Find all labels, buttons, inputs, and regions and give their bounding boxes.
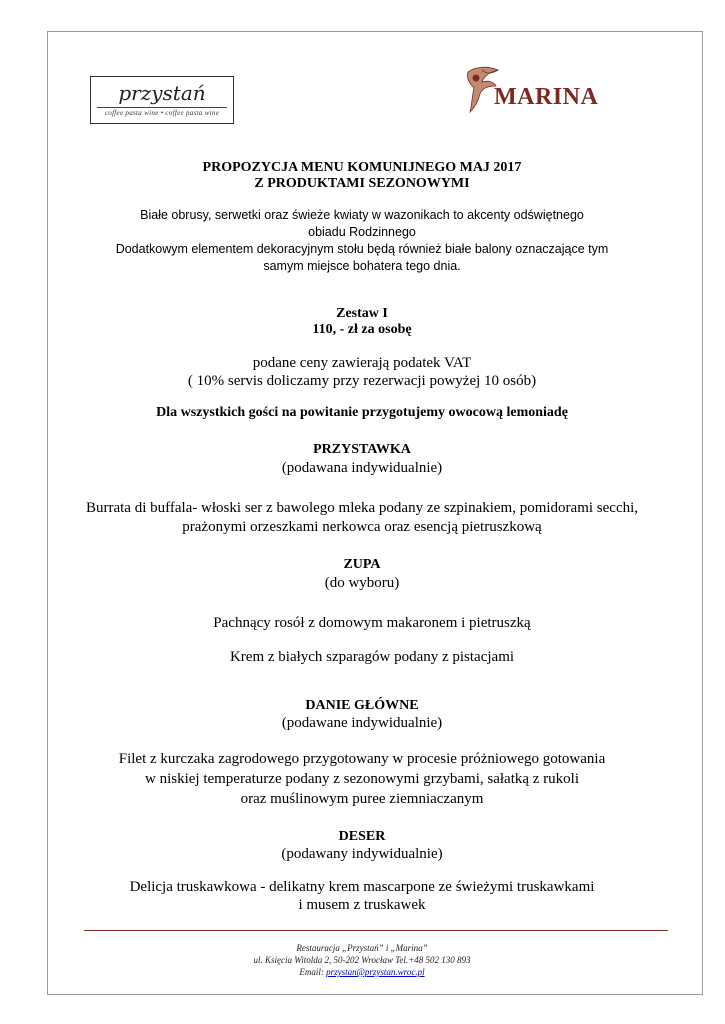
intro-line-2: obiadu Rodzinnego [308,225,416,239]
soup-title: ZUPA [343,557,381,572]
starter-desc-2: prażonymi orzeszkami nerkowca oraz esencją pietruszkową [182,519,542,535]
starter-note: (podawana indywidualnie) [281,460,443,476]
intro-line-1: Białe obrusy, serwetki oraz świeże kwiaty w wazonikach to akcenty odświętnego [140,208,584,222]
set-price: 110, - zł za osobę [312,322,412,337]
przystan-logo-name: przystań [118,81,206,105]
footer-email-label: Email: [299,967,327,977]
marina-logo [462,64,618,124]
marina-logo-name: MARINA [494,84,599,110]
main-course-note: (podawane indywidualnie) [281,715,443,731]
heading-line-2: Z PRODUKTAMI SEZONOWYMI [254,176,470,191]
set-title: Zestaw I [336,306,388,321]
footer-divider [84,930,668,931]
footer-address: ul. Księcia Witolda 2, 50-202 Wrocław Tel.+48 502 130 893 [253,955,471,965]
pricing-service: ( 10% servis doliczamy przy rezerwacji powyżej 10 osób) [187,373,537,389]
intro-line-3: Dodatkowym elementem dekoracyjnym stołu będą również białe balony oznaczające tym [115,242,609,256]
dessert-desc-2: i musem z truskawek [298,897,426,913]
przystan-logo-tagline: coffee pasta wine • coffee pasta wine [104,109,220,117]
footer-email-line [47,967,677,977]
welcome-line: Dla wszystkich gości na powitanie przygotujemy owocową lemoniadę [156,405,568,420]
soup-option-1: Pachnący rosół z domowym makaronem i pietruszką [213,615,531,631]
starter-desc-1: Burrata di buffala- włoski ser z bawolego mleka podany ze szpinakiem, pomidorami secchi, [85,500,639,516]
dessert-desc-1: Delicja truskawkowa - delikatny krem mascarpone ze świeżymi truskawkami [129,879,595,895]
main-course-title: DANIE GŁÓWNE [305,698,419,713]
dessert-title: DESER [338,829,386,844]
soup-option-2: Krem z białych szparagów podany z pistacjami [229,649,515,665]
pricing-vat: podane ceny zawierają podatek VAT [252,355,472,371]
footer-restaurant: Restauracja „Przystań” i „Marina” [296,943,428,953]
dessert-note: (podawany indywidualnie) [281,846,443,862]
starter-title: PRZYSTAWKA [313,442,411,457]
main-course-desc-2: w niskiej temperaturze podany z sezonowymi grzybami, sałatką z rukoli [144,771,580,787]
heading-line-1: PROPOZYCJA MENU KOMUNIJNEGO MAJ 2017 [202,160,522,175]
footer-email-link[interactable]: przystan@przystan.wroc.pl [326,967,425,977]
logo-divider [97,107,227,108]
przystan-logo [90,76,234,124]
intro-line-4: samym miejsce bohatera tego dnia. [263,259,461,273]
main-course-desc-1: Filet z kurczaka zagrodowego przygotowany w procesie próżniowego gotowania [118,751,606,767]
main-course-desc-3: oraz muślinowym puree ziemniaczanym [240,791,484,807]
soup-note: (do wyboru) [324,575,400,591]
